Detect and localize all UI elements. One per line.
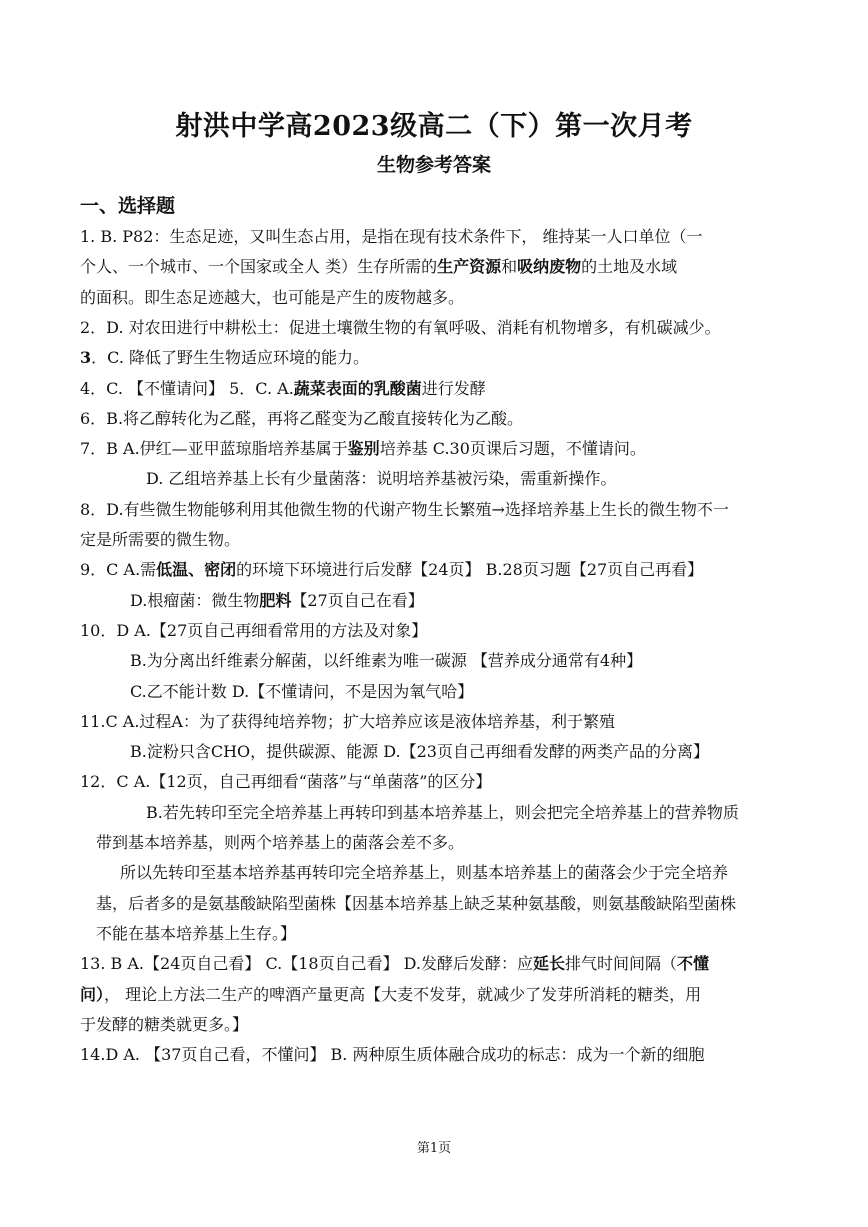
text-segment: 和: [501, 257, 518, 277]
bold-text: 鉴别: [347, 439, 380, 459]
text-segment: 的面积。即生态足迹越大，也可能是产生的废物越多。: [80, 287, 465, 307]
bold-text: 不懂: [677, 954, 710, 974]
answer-line: [96, 894, 736, 914]
text-segment: 所以先转印至基本培养基再转印完全培养基上，则基本培养基上的菌落会少于完全培养: [120, 863, 729, 883]
answer-line: [80, 1045, 704, 1065]
text-segment: 1. B. P82：生态足迹，又叫生态占用，是指在现有技术条件下， 维持某一人口单位（一: [80, 227, 703, 246]
text-segment: B.为分离出纤维素分解菌，以纤维素为唯一碳源 【营养成分通常有4种】: [130, 651, 643, 671]
text-segment: 进行发酵: [421, 378, 486, 398]
text-segment: 14.D A. 【37页自己看，不懂问】 B. 两种原生质体融合成功的标志：成为一个新的细胞: [80, 1045, 705, 1065]
bold-text: 生产资源: [437, 257, 502, 277]
answer-line: [130, 591, 424, 611]
section-heading: 一、选择题: [80, 195, 176, 217]
text-segment: 不能在基本培养基上生存。】: [96, 923, 297, 943]
text-segment: 的土地及水域: [581, 257, 678, 277]
text-segment: 4．C. 【不懂请问】 5．C. A.: [80, 378, 294, 398]
text-segment: 排气时间间隔（: [565, 954, 678, 974]
text-segment: 9．C A.需: [80, 560, 157, 580]
text-segment: 6．B.将乙醇转化为乙醛，再将乙醛变为乙酸直接转化为乙酸。: [80, 408, 524, 428]
answer-line: [96, 833, 464, 853]
text-segment: 带到基本培养基，则两个培养基上的菌落会差不多。: [96, 833, 465, 852]
text-segment: 12．C A.【12页，自己再细看“菌落”与“单菌落”的区分】: [80, 772, 492, 792]
answer-line: [80, 954, 709, 974]
text-segment: ， 理论上方法二生产的啤酒产量更高【大麦不发芽，就减少了发芽所消耗的糖类，用: [104, 984, 702, 1004]
bold-text: 肥料: [259, 590, 292, 610]
bold-text: 低温、密闭: [156, 560, 237, 580]
answer-line: [80, 288, 464, 308]
answer-line: [130, 651, 642, 671]
text-segment: C.乙不能计数 D.【不懂请问，不是因为氧气哈】: [130, 681, 474, 701]
text-segment: 于发酵的糖类就更多。】: [80, 1014, 249, 1034]
text-segment: B.若先转印至完全培养基上再转印到基本培养基上，则会把完全培养基上的营养物质: [146, 802, 739, 822]
bold-text: 蔬菜表面的乳酸菌: [293, 378, 422, 398]
answer-line: [130, 742, 709, 762]
answer-line: [80, 772, 491, 792]
answer-line: [80, 560, 703, 580]
text-segment: 13. B A.【24页自己看】 C.【18页自己看】 D.发酵后发酵：应: [80, 954, 534, 974]
answer-line: [80, 439, 646, 459]
text-segment: 11.C A.过程A：为了获得纯培养物；扩大培养应该是液体培养基，利于繁殖: [80, 711, 615, 731]
bold-text: 问）: [80, 984, 105, 1004]
answer-line: [80, 227, 703, 247]
answer-line: [80, 500, 729, 520]
answer-line: [146, 469, 616, 489]
bold-text: 3: [80, 348, 92, 368]
answer-line: [80, 348, 369, 368]
text-segment: 培养基 C.30页课后习题，不懂请问。: [379, 439, 646, 459]
answer-line: [120, 863, 728, 883]
answer-line: [80, 1015, 248, 1035]
answer-line: [80, 257, 677, 277]
page-subtitle: 生物参考答案: [376, 154, 491, 176]
text-segment: D. 乙组培养基上长有少量菌落：说明培养基被污染，需重新操作。: [146, 469, 617, 489]
text-segment: 【27页自己在看】: [291, 590, 424, 610]
answer-line: [80, 409, 523, 429]
answer-line: [146, 803, 739, 823]
text-segment: D.根瘤菌：微生物: [130, 590, 260, 610]
answer-line: [96, 924, 296, 944]
answer-line: [80, 530, 240, 550]
answer-line: [80, 985, 701, 1005]
page-title: 射洪中学高2023级高二（下）第一次月考: [175, 111, 693, 142]
text-segment: 个人、一个城市、一个国家或全人 类）生存所需的: [80, 257, 438, 277]
text-segment: 的环境下环境进行后发酵【24页】 B.28页习题【27页自己再看】: [236, 560, 704, 580]
text-segment: 定是所需要的微生物。: [80, 530, 241, 549]
answer-line: [80, 318, 721, 338]
text-segment: 10．D A.【27页自己再细看常用的方法及对象】: [80, 620, 428, 640]
answer-line: [130, 682, 473, 702]
text-segment: 7．B A.伊红—亚甲蓝琼脂培养基属于: [80, 439, 348, 459]
text-segment: 8．D.有些微生物能够利用其他微生物的代谢产物生长繁殖→选择培养基上生长的微生物不一: [80, 499, 729, 519]
page-number: 第1页: [416, 1141, 452, 1156]
bold-text: 吸纳废物: [517, 257, 582, 277]
text-segment: 基，后者多的是氨基酸缺陷型菌株【因基本培养基上缺乏某种氨基酸，则氨基酸缺陷型菌株: [96, 893, 737, 913]
text-segment: 2．D. 对农田进行中耕松土：促进土壤微生物的有氧呼吸、消耗有机物增多，有机碳减少。: [80, 317, 721, 337]
answer-line: [80, 712, 615, 732]
answer-line: [80, 379, 486, 399]
text-segment: B.淀粉只含CHO，提供碳源、能源 D.【23页自己再细看发酵的两类产品的分离】: [130, 742, 709, 762]
text-segment: ．C. 降低了野生生物适应环境的能力。: [91, 348, 369, 368]
answer-line: [80, 621, 427, 641]
bold-text: 延长: [533, 954, 566, 974]
